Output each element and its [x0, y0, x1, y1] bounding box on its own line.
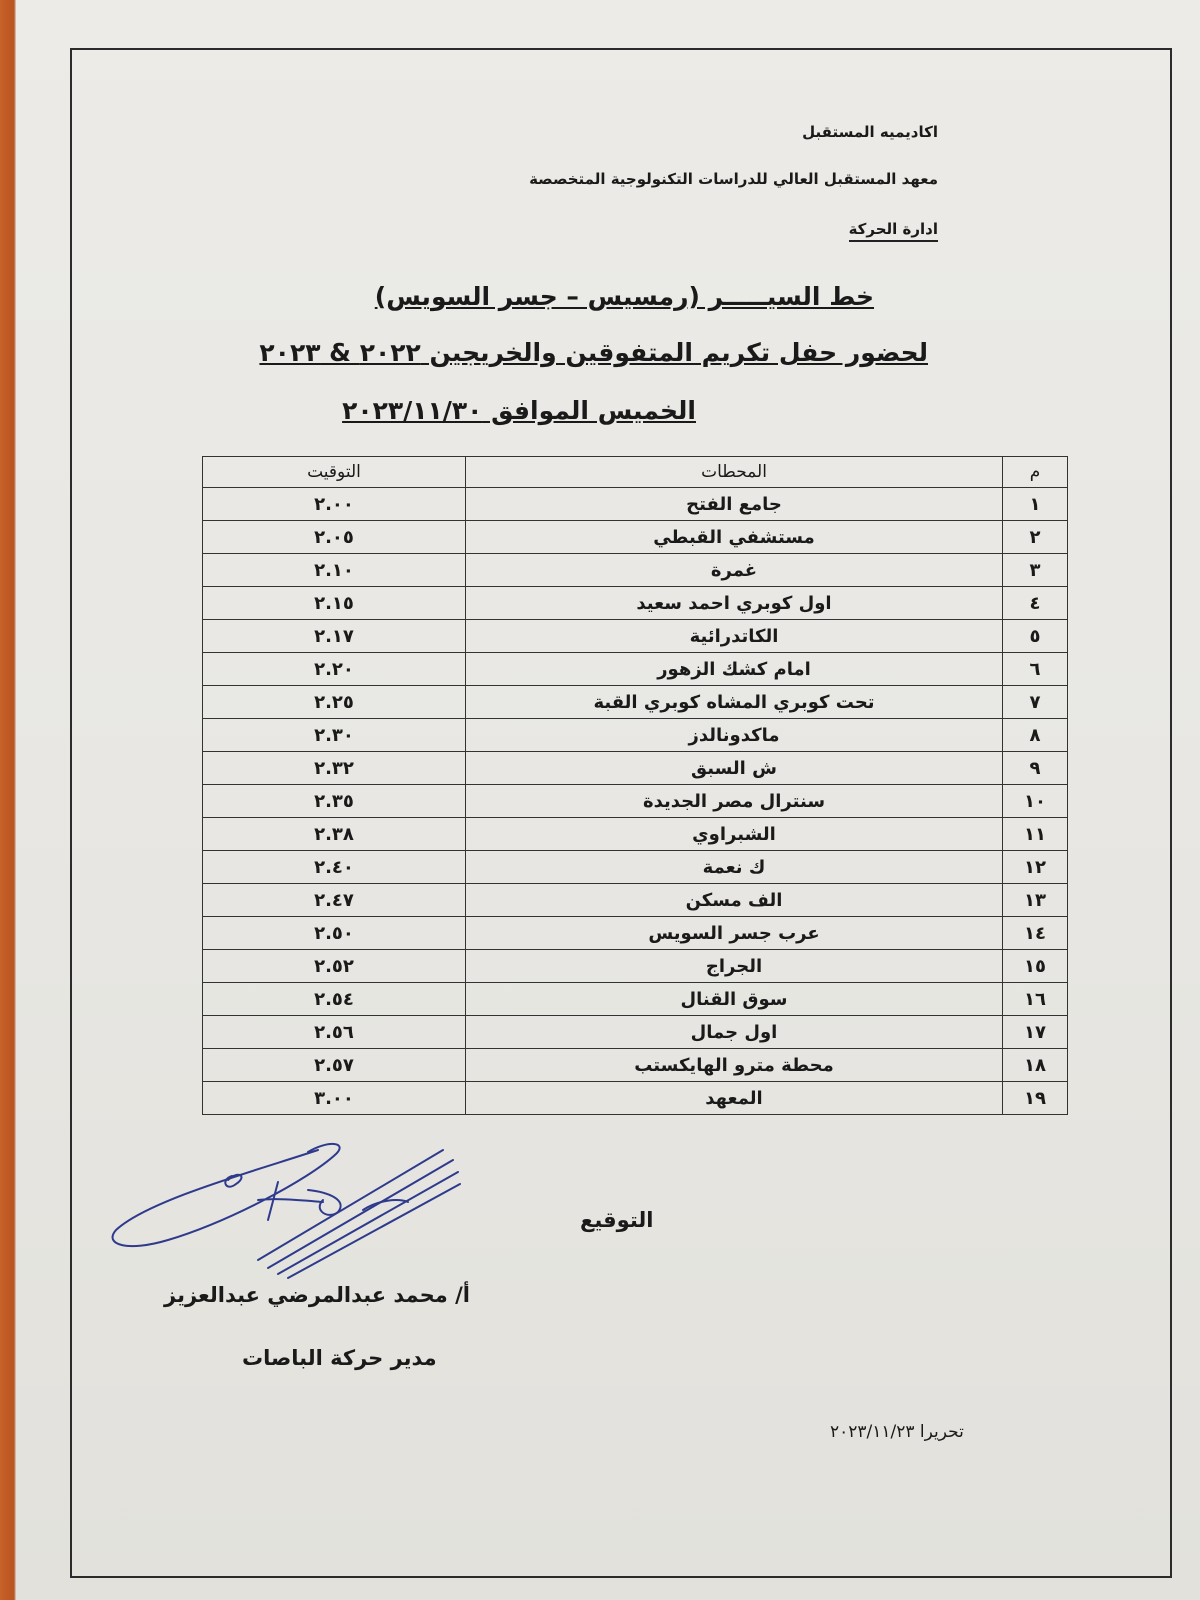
- row-num: ٩: [1003, 752, 1068, 785]
- event-date: الخميس الموافق ٢٠٢٣/١١/٣٠: [342, 396, 696, 425]
- row-station: المعهد: [466, 1082, 1003, 1115]
- row-station: سوق القنال: [466, 983, 1003, 1016]
- table-row: [203, 785, 1068, 818]
- row-time: ٢.٥٧: [203, 1049, 466, 1082]
- institute-name: معهد المستقبل العالي للدراسات التكنولوجية المتخصصة: [529, 170, 938, 188]
- row-station: جامع الفتح: [466, 488, 1003, 521]
- row-station: غمرة: [466, 554, 1003, 587]
- table-header-row: [203, 457, 1068, 488]
- table-row: [203, 1082, 1068, 1115]
- table-row: [203, 983, 1068, 1016]
- row-num: ١٧: [1003, 1016, 1068, 1049]
- row-station: سنترال مصر الجديدة: [466, 785, 1003, 818]
- row-num: ١٤: [1003, 917, 1068, 950]
- table-row: [203, 521, 1068, 554]
- signatory-name: أ/ محمد عبدالمرضي عبدالعزيز: [164, 1283, 470, 1307]
- row-time: ٢.٢٥: [203, 686, 466, 719]
- row-time: ٢.٠٠: [203, 488, 466, 521]
- row-num: ٥: [1003, 620, 1068, 653]
- header-time: التوقيت: [203, 457, 466, 488]
- row-num: ٢: [1003, 521, 1068, 554]
- table-row: [203, 620, 1068, 653]
- row-station: ك نعمة: [466, 851, 1003, 884]
- issue-date: تحريرا ٢٠٢٣/١١/٢٣: [830, 1422, 964, 1442]
- row-station: محطة مترو الهايكستب: [466, 1049, 1003, 1082]
- table-row: [203, 818, 1068, 851]
- row-station: الكاتدرائية: [466, 620, 1003, 653]
- table-row: [203, 752, 1068, 785]
- row-time: ٢.٤٧: [203, 884, 466, 917]
- row-num: ١٣: [1003, 884, 1068, 917]
- table-row: [203, 587, 1068, 620]
- table-row: [203, 653, 1068, 686]
- table-row: [203, 554, 1068, 587]
- table-row: [203, 917, 1068, 950]
- row-time: ٢.٣٠: [203, 719, 466, 752]
- row-station: ش السبق: [466, 752, 1003, 785]
- row-station: اول جمال: [466, 1016, 1003, 1049]
- row-time: ٢.٣٢: [203, 752, 466, 785]
- handwritten-signature: [108, 1140, 478, 1280]
- row-station: الشبراوي: [466, 818, 1003, 851]
- header-num: م: [1003, 457, 1068, 488]
- row-station: الجراج: [466, 950, 1003, 983]
- row-num: ١٠: [1003, 785, 1068, 818]
- row-num: ١٨: [1003, 1049, 1068, 1082]
- signature-label: التوقيع: [580, 1208, 654, 1232]
- row-time: ٢.٢٠: [203, 653, 466, 686]
- table-row: [203, 950, 1068, 983]
- row-time: ٢.١٠: [203, 554, 466, 587]
- row-station: اول كوبري احمد سعيد: [466, 587, 1003, 620]
- row-num: ١٦: [1003, 983, 1068, 1016]
- row-num: ٤: [1003, 587, 1068, 620]
- row-time: ٢.٣٨: [203, 818, 466, 851]
- table-row: [203, 851, 1068, 884]
- row-time: ٢.٥٠: [203, 917, 466, 950]
- event-title: لحضور حفل تكريم المتفوقين والخريجين ٢٠٢٢ & ٢٠٢٣: [259, 338, 928, 367]
- academy-name: اكاديميه المستقبل: [802, 123, 938, 141]
- row-time: ٢.٤٠: [203, 851, 466, 884]
- row-station: ماكدونالدز: [466, 719, 1003, 752]
- table-row: [203, 719, 1068, 752]
- paper-sheet: [16, 0, 1200, 1600]
- table-row: [203, 1049, 1068, 1082]
- row-station: تحت كوبري المشاه كوبري القبة: [466, 686, 1003, 719]
- row-time: ٢.١٧: [203, 620, 466, 653]
- table-row: [203, 686, 1068, 719]
- table-row: [203, 488, 1068, 521]
- row-num: ٧: [1003, 686, 1068, 719]
- row-station: امام كشك الزهور: [466, 653, 1003, 686]
- row-num: ٦: [1003, 653, 1068, 686]
- row-num: ٨: [1003, 719, 1068, 752]
- row-time: ٢.٥٦: [203, 1016, 466, 1049]
- table-row: [203, 1016, 1068, 1049]
- row-num: ٣: [1003, 554, 1068, 587]
- row-num: ١٢: [1003, 851, 1068, 884]
- row-num: ١١: [1003, 818, 1068, 851]
- row-num: ١٥: [1003, 950, 1068, 983]
- signatory-role: مدير حركة الباصات: [242, 1346, 437, 1370]
- table-row: [203, 884, 1068, 917]
- row-station: الف مسكن: [466, 884, 1003, 917]
- row-station: عرب جسر السويس: [466, 917, 1003, 950]
- row-time: ٣.٠٠: [203, 1082, 466, 1115]
- row-time: ٢.٥٤: [203, 983, 466, 1016]
- row-station: مستشفي القبطي: [466, 521, 1003, 554]
- route-title: خط السيـــــر (رمسيس – جسر السويس): [374, 282, 874, 311]
- stations-table: [202, 456, 1068, 1115]
- row-num: ١: [1003, 488, 1068, 521]
- row-time: ٢.٥٢: [203, 950, 466, 983]
- row-time: ٢.٠٥: [203, 521, 466, 554]
- header-station: المحطات: [466, 457, 1003, 488]
- row-num: ١٩: [1003, 1082, 1068, 1115]
- department-name: ادارة الحركة: [849, 220, 938, 242]
- row-time: ٢.٣٥: [203, 785, 466, 818]
- row-time: ٢.١٥: [203, 587, 466, 620]
